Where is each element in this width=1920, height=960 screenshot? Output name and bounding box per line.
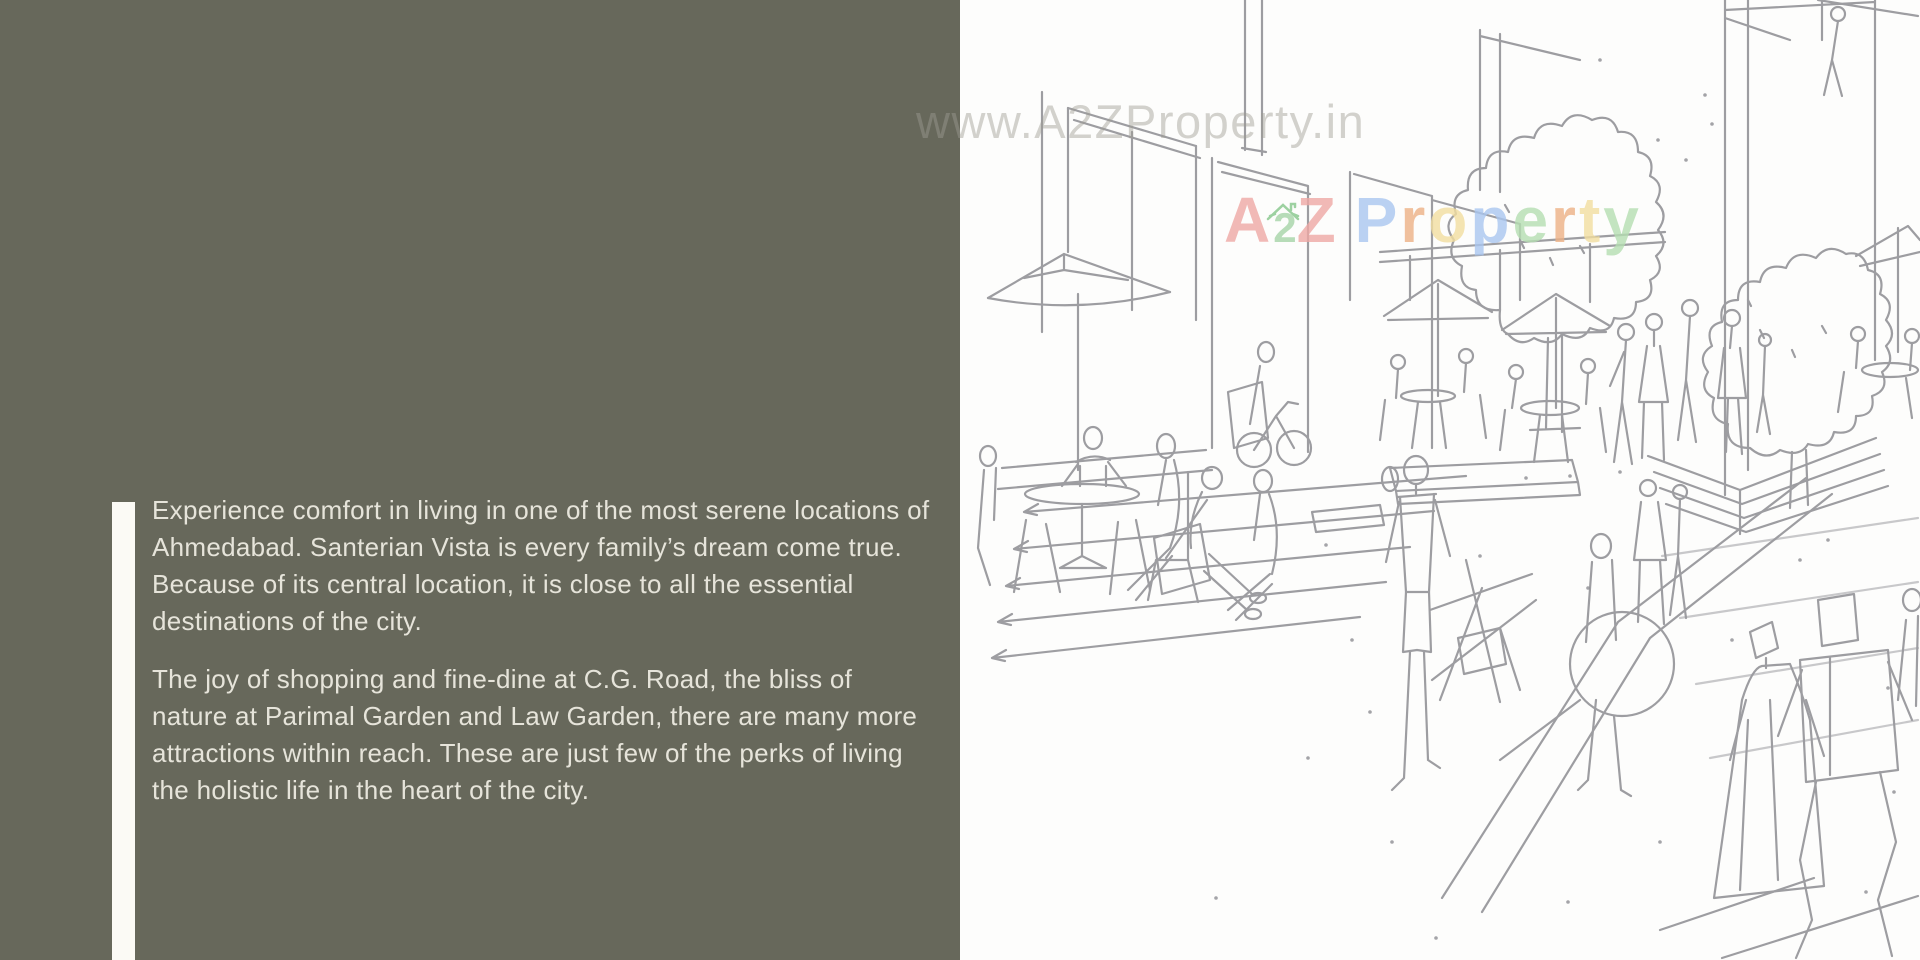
right-edge-cafe (1634, 7, 1920, 706)
walking-figure-center (1386, 456, 1450, 790)
logo-letter: Z (1296, 184, 1339, 256)
logo-letter-2-wrap (1273, 204, 1297, 251)
logo-letter: A (1224, 184, 1274, 256)
paving-lines (1442, 478, 1918, 958)
accent-bar (112, 502, 135, 960)
umbrella-row (1380, 232, 1665, 462)
logo-letter: t (1578, 184, 1604, 256)
watermark-logo (1224, 184, 1642, 256)
standing-pedestrians (1610, 300, 1771, 464)
logo-letter: r (1551, 184, 1579, 256)
logo-letter: P (1354, 184, 1401, 256)
crossed-sticks (1430, 560, 1536, 702)
figure-with-disc (1570, 534, 1674, 796)
bicycle-rider (1228, 342, 1311, 467)
watermark-url: www.A2ZProperty.in (916, 95, 1366, 148)
foreground-pair (1714, 594, 1912, 958)
logo-letter: 2 (1273, 204, 1297, 251)
bench (1312, 460, 1580, 532)
large-umbrella (988, 254, 1170, 470)
tree-canopies (1448, 115, 1892, 508)
logo-letter: e (1512, 184, 1552, 256)
paragraph-attractions: The joy of shopping and fine-dine at C.G. Road, the bliss of nature at Parimal Garden and Law Garden, there are many more attractions within reach. These are just few of the perks of living the holistic life in the heart of the city. (152, 664, 918, 805)
description-text (152, 492, 932, 830)
logo-letter: y (1603, 184, 1642, 256)
logo-letter: o (1428, 184, 1471, 256)
plaza-steps-left (992, 450, 1466, 661)
logo-letter: p (1470, 184, 1513, 256)
paragraph-location-intro: Experience comfort in living in one of the most serene locations of Ahmedabad. Santerian Vista is every family’s dream come true. Because of its central location, it is close to all the essential destinations of the city. (152, 495, 930, 636)
house-roof-icon (1266, 186, 1302, 228)
logo-letter: r (1400, 184, 1429, 256)
